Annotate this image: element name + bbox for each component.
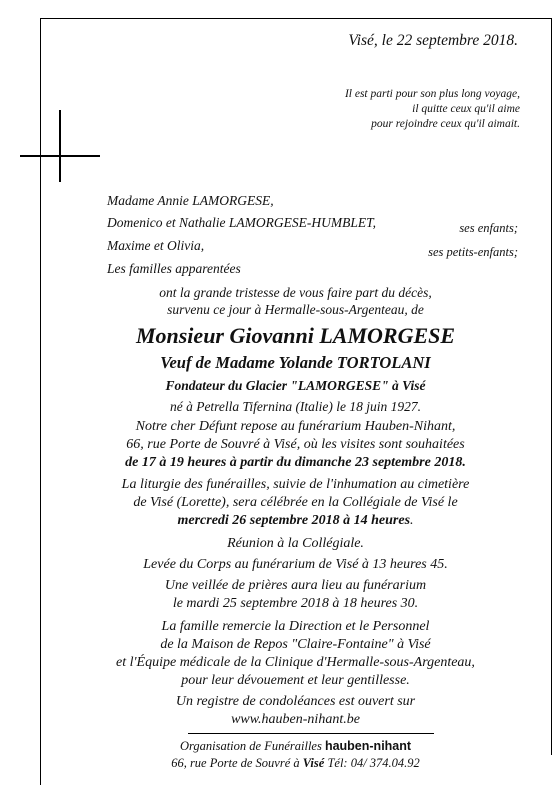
vigil-line-2: le mardi 25 septembre 2018 à 18 heures 30. <box>172 596 419 611</box>
poem-line-3: pour rejoindre ceux qu'il aimait. <box>371 118 520 130</box>
visits-line-1: Notre cher Défunt repose au funérarium Hauben-Nihant, <box>135 419 456 434</box>
liturgy-date-line <box>40 513 551 529</box>
poem-line-2: il quitte ceux qu'il aime <box>412 103 520 115</box>
liturgy-line-1: La liturgie des funérailles, suivie de l'inhumation au cimetière <box>121 477 470 492</box>
liturgy-line-2: de Visé (Lorette), sera célébrée en la Collégiale de Visé le <box>133 495 458 510</box>
frame-top-border <box>40 18 551 19</box>
family-line-2: Domenico et Nathalie LAMORGESE-HUMBLET, <box>107 215 376 230</box>
registry-line: Un registre de condoléances est ouvert sur <box>175 694 416 709</box>
vigil-line-1: Une veillée de prières aura lieu au funérarium <box>164 578 427 593</box>
family-line-1: Madame Annie LAMORGESE, <box>107 193 274 208</box>
footer-address <box>40 756 551 771</box>
footer-address-prefix: 66, rue Porte de Souvré à <box>171 756 300 770</box>
birth-line: né à Petrella Tifernina (Italie) le 18 juin 1927. <box>169 399 422 414</box>
registry-url-link[interactable]: www.hauben-nihant.be <box>231 712 360 727</box>
departure-line: Levée du Corps au funérarium de Visé à 13 heures 45. <box>143 557 448 572</box>
footer-brand-logo: hauben-nihant <box>324 739 412 753</box>
thanks-line-4: pour leur dévouement et leur gentillesse. <box>181 673 410 688</box>
widower-line: Veuf de Madame Yolande TORTOLANI <box>160 353 431 372</box>
relation-children: ses enfants; <box>459 221 518 235</box>
visits-line-3: de 17 à 19 heures à partir du dimanche 23 septembre 2018. <box>125 455 466 470</box>
footer-org-prefix: Organisation de Funérailles <box>179 739 322 753</box>
footer-phone: Tél: 04/ 374.04.92 <box>327 756 420 770</box>
visits-line-2: 66, rue Porte de Souvré à Visé, où les visites sont souhaitées <box>126 437 465 452</box>
thanks-line-3: et l'Équipe médicale de la Clinique d'Hermalle-sous-Argenteau, <box>116 655 475 670</box>
date-line: Visé, le 22 septembre 2018. <box>348 32 518 49</box>
liturgy-date: mercredi 26 septembre 2018 à 14 heures <box>177 513 411 528</box>
announcement-line-1: ont la grande tristesse de vous faire part du décès, <box>159 285 432 300</box>
meeting-line: Réunion à la Collégiale. <box>227 536 364 551</box>
footer-address-city: Visé <box>302 756 325 770</box>
frame-right-border <box>551 18 552 755</box>
announcement-line-2: survenu ce jour à Hermalle-sous-Argenteau, de <box>167 302 424 317</box>
footer-separator <box>188 733 434 734</box>
relation-grandchildren: ses petits-enfants; <box>428 245 518 259</box>
cross-icon-horizontal <box>20 155 100 157</box>
poem-line-1: Il est parti pour son plus long voyage, <box>344 88 520 100</box>
thanks-line-2: de la Maison de Repos "Claire-Fontaine" à Visé <box>160 637 431 652</box>
family-line-4: Les familles apparentées <box>107 261 241 276</box>
liturgy-date-end: . <box>410 513 414 528</box>
family-line-3: Maxime et Olivia, <box>107 238 205 253</box>
footer-organisation <box>40 739 551 754</box>
founder-line: Fondateur du Glacier "LAMORGESE" à Visé <box>165 378 426 393</box>
thanks-line-1: La famille remercie la Direction et le Personnel <box>161 619 430 634</box>
deceased-name: Monsieur Giovanni LAMORGESE <box>135 323 456 348</box>
